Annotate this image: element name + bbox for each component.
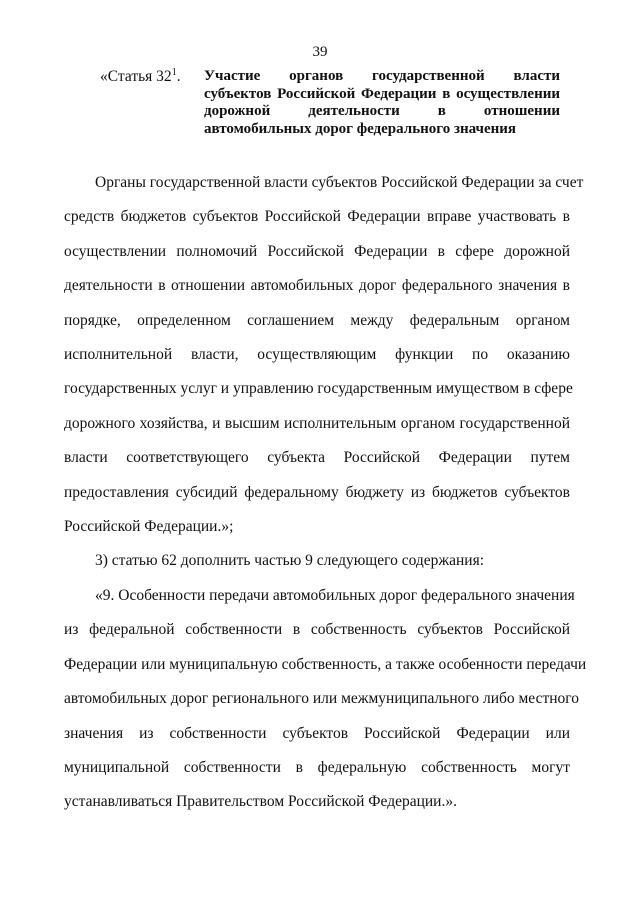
article-label xyxy=(100,68,204,138)
paragraph-amendment xyxy=(64,544,570,578)
article-title xyxy=(204,68,560,138)
paragraph-funding xyxy=(64,166,584,544)
text-line: Российской Федерации.»; xyxy=(64,518,234,536)
article-label-superscript: 1 xyxy=(171,67,177,78)
article-title-line: дорожной деятельности в отношении xyxy=(204,103,560,119)
article-label-dot: . xyxy=(176,68,181,85)
text-line: «9. Особенности передачи автомобильных дорог федерального значения xyxy=(95,586,575,604)
text-line: государственных услуг и управлению государственным имуществом в сфере xyxy=(64,380,573,398)
text-line: дорожного хозяйства, и высшим исполнительным органом государственной xyxy=(64,414,570,432)
article-title-line: субъектов Российской Федерации в осуществлении xyxy=(204,85,560,102)
article-title-line: Участие органов государственной власти xyxy=(204,68,560,84)
text-line: исполнительной власти, осуществляющим функции по оказанию xyxy=(64,346,570,364)
article-header xyxy=(100,68,560,138)
text-line: осуществлении полномочий Российской Федерации в сфере дорожной xyxy=(64,242,570,260)
text-line: власти соответствующего субъекта Российской Федерации путем xyxy=(64,449,570,467)
article-title-line: автомобильных дорог федерального значения xyxy=(204,120,517,137)
text-line: Органы государственной власти субъектов Российской Федерации за счет xyxy=(95,174,584,191)
text-line: 3) статью 62 дополнить частью 9 следующего содержания: xyxy=(95,552,485,570)
text-line: Федерации или муниципальную собственность, а также особенности передачи xyxy=(64,655,587,673)
text-line: средств бюджетов субъектов Российской Федерации вправе участвовать в xyxy=(64,208,570,226)
text-line: муниципальной собственности в федеральную собственность могут xyxy=(64,758,570,776)
text-line: деятельности в отношении автомобильных дорог федерального значения в xyxy=(64,277,570,295)
text-line: устанавливаться Правительством Российской Федерации.». xyxy=(64,793,457,811)
page-number: 39 xyxy=(312,44,328,60)
text-line: автомобильных дорог регионального или межмуниципального либо местного xyxy=(64,690,579,708)
text-line: предоставления субсидий федеральному бюджету из бюджетов субъектов xyxy=(64,483,570,501)
article-label-text: «Статья 32 xyxy=(100,68,172,85)
text-line: порядке, определенном соглашением между федеральным органом xyxy=(64,311,570,329)
text-line: из федеральной собственности в собственность субъектов Российской xyxy=(64,621,570,639)
article-body xyxy=(64,166,587,820)
text-line: значения из собственности субъектов Российской Федерации или xyxy=(64,724,570,742)
paragraph-part-9 xyxy=(64,579,587,820)
